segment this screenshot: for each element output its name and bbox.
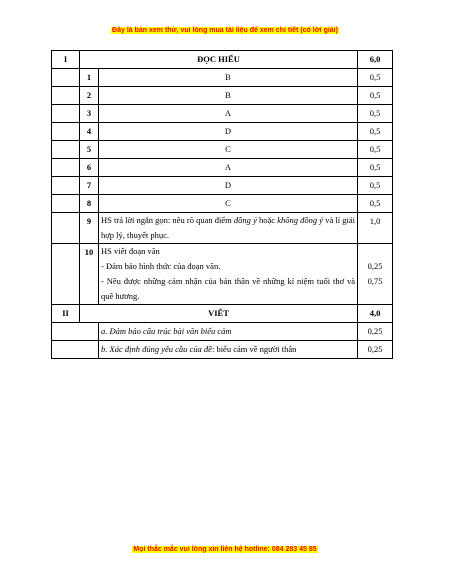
q10-line1: HS viết đoạn văn [101, 246, 160, 256]
question-number: 2 [80, 87, 99, 105]
q9-score: 1,0 [358, 213, 393, 244]
q10-score1: 0,25 [367, 261, 383, 271]
answer-score: 0,5 [358, 141, 393, 159]
answer-row [52, 105, 393, 123]
question-number: 1 [80, 69, 99, 87]
answer-letter: B [99, 87, 358, 105]
answer-score: 0,5 [358, 123, 393, 141]
answer-row [52, 123, 393, 141]
answer-letter: C [99, 141, 358, 159]
section-2-title: VIẾT [80, 305, 358, 323]
answer-letter: A [99, 159, 358, 177]
section-1-score: 6,0 [358, 51, 393, 69]
answer-score: 0,5 [358, 105, 393, 123]
q10-guidance [99, 244, 358, 305]
question-number: 10 [80, 244, 99, 305]
row-blank [52, 123, 80, 141]
row-blank [52, 105, 80, 123]
q10-scores [358, 244, 393, 305]
preview-notice-banner [0, 27, 450, 34]
answer-row [52, 141, 393, 159]
question-number: 3 [80, 105, 99, 123]
section-2-header-row [52, 305, 393, 323]
criteria-b-rest: : biểu cảm về người thân [211, 344, 297, 354]
row-blank [52, 69, 80, 87]
section-1-header-row [52, 51, 393, 69]
criteria-b-score: 0,25 [358, 341, 393, 359]
answer-row [52, 195, 393, 213]
criteria-a-text: a. Đảm bảo cấu trúc bài văn biểu cảm [99, 323, 358, 341]
row-blank [52, 159, 80, 177]
row-blank [52, 341, 99, 359]
q10-line2: - Đảm bảo hình thức của đoạn văn. [101, 261, 221, 271]
section-1-title: ĐỌC HIỂU [80, 51, 358, 69]
answer-letter: C [99, 195, 358, 213]
answer-row-q10 [52, 244, 393, 305]
q10-line3: - Nêu được những cảm nhận của bản thân về những kỉ niệm tuổi thơ và quê hương. [101, 276, 355, 301]
preview-notice-text: Đây là bản xem thử, vui lòng mua tài liệu để xem chi tiết (có lời giải) [112, 27, 338, 34]
hotline-text: Mọi thắc mắc vui lòng xin liên hệ hotline: 084 283 45 85 [133, 546, 317, 553]
criteria-row-a [52, 323, 393, 341]
answer-score: 0,5 [358, 177, 393, 195]
section-2-number: II [52, 305, 80, 323]
row-blank [52, 195, 80, 213]
answer-row-q9 [52, 213, 393, 244]
hotline-banner [0, 546, 450, 553]
criteria-b-italic: b. Xác định đúng yêu cầu của đề [101, 344, 212, 354]
question-number: 8 [80, 195, 99, 213]
answer-score: 0,5 [358, 69, 393, 87]
row-blank [52, 323, 99, 341]
row-blank [52, 213, 80, 244]
answer-score: 0,5 [358, 195, 393, 213]
answer-letter: A [99, 105, 358, 123]
question-number: 5 [80, 141, 99, 159]
answer-row [52, 177, 393, 195]
section-1-number: I [52, 51, 80, 69]
question-number: 6 [80, 159, 99, 177]
answer-score: 0,5 [358, 159, 393, 177]
q9-text-2: hoặc [256, 215, 278, 225]
answer-row [52, 159, 393, 177]
criteria-row-b [52, 341, 393, 359]
row-blank [52, 141, 80, 159]
q9-guidance [99, 213, 358, 244]
criteria-a-score: 0,25 [358, 323, 393, 341]
section-2-score: 4,0 [358, 305, 393, 323]
answer-row [52, 69, 393, 87]
q10-score-spacer [360, 244, 390, 259]
q9-text-3: và lí giải hợp lý, thuyết phục. [101, 215, 356, 240]
q10-score2: 0,75 [367, 276, 383, 286]
answer-letter: D [99, 177, 358, 195]
q9-disagree: không đồng ý [277, 215, 324, 225]
question-number: 4 [80, 123, 99, 141]
answer-letter: D [99, 123, 358, 141]
row-blank [52, 177, 80, 195]
q9-text-1: HS trả lời ngắn gọn: nêu rõ quan điểm [101, 215, 234, 225]
criteria-b-text [99, 341, 358, 359]
q9-agree: đồng ý [233, 215, 257, 225]
answer-row [52, 87, 393, 105]
answer-key-table [51, 50, 393, 359]
answer-score: 0,5 [358, 87, 393, 105]
row-blank [52, 87, 80, 105]
question-number: 7 [80, 177, 99, 195]
answer-letter: B [99, 69, 358, 87]
question-number: 9 [80, 213, 99, 244]
row-blank [52, 244, 80, 305]
